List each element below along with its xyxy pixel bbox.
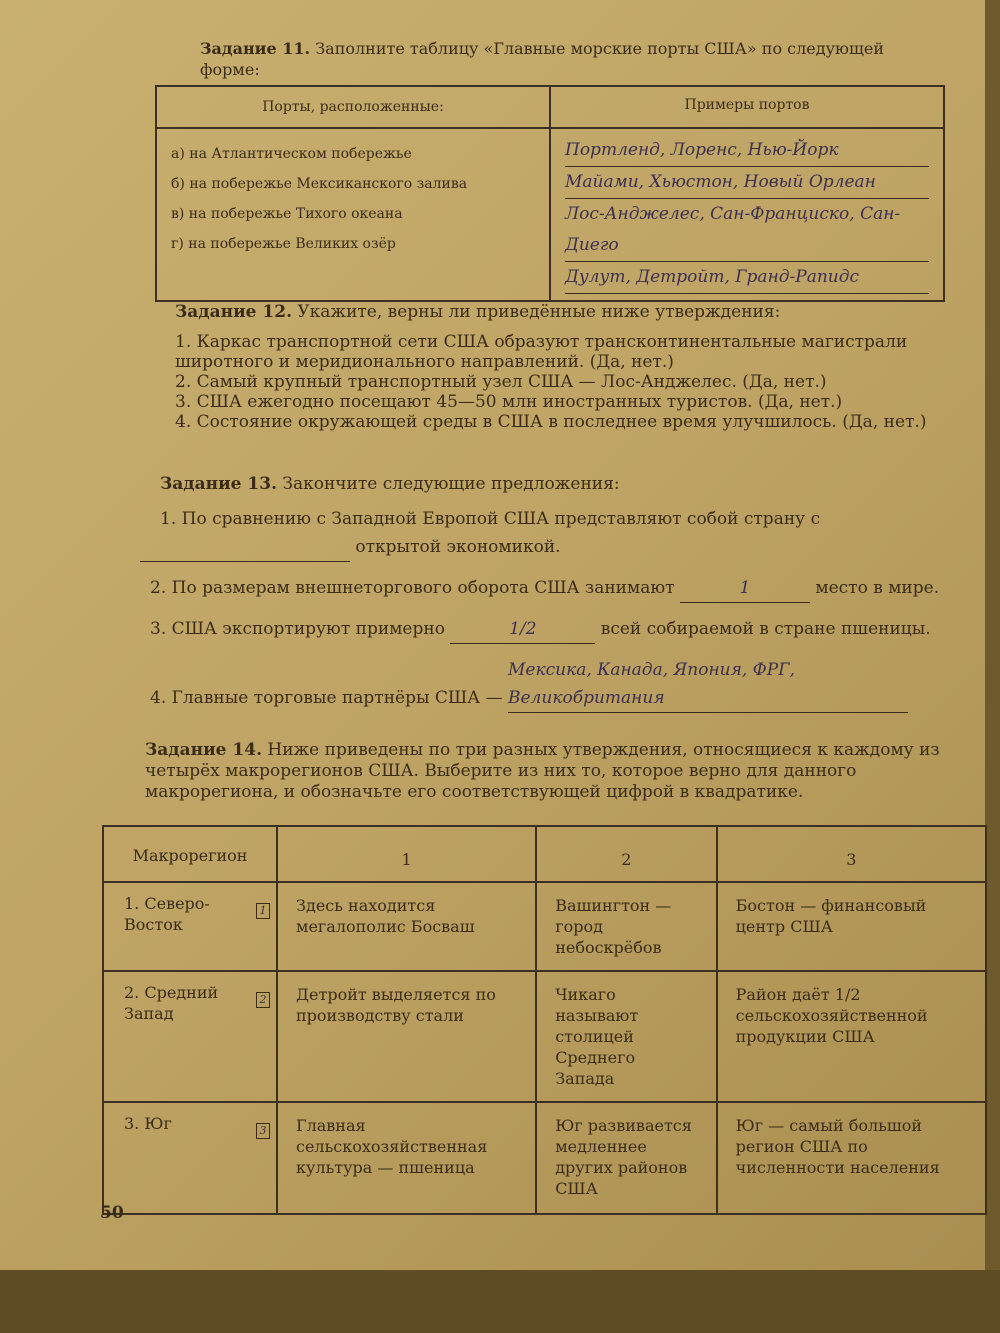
sentence-3-answer: 1/2 <box>450 615 595 644</box>
cell: Главная сельскохозяйственная культура — пшеница <box>277 1102 536 1214</box>
task12-items <box>175 332 960 432</box>
header-1: 1 <box>277 826 536 882</box>
task13-text: Закончите следующие предложения: <box>282 474 620 494</box>
sentence-2 <box>140 574 975 603</box>
sentence-3 <box>140 615 975 644</box>
region-name: 2. Средний Запад <box>124 983 219 1023</box>
answer-box[interactable]: 3 <box>256 1123 270 1139</box>
answer-box[interactable]: 2 <box>256 992 270 1008</box>
sentence-2-answer: 1 <box>680 574 810 603</box>
task12-text: Укажите, верны ли приведённые ниже утверждения: <box>297 302 781 322</box>
sentence-2-text: 2. По размерам внешнеторгового оборота США занимают <box>150 578 675 598</box>
answer-box[interactable]: 1 <box>256 903 270 919</box>
page-edge <box>0 1270 1000 1333</box>
cell: Бостон — финансовый центр США <box>717 882 986 971</box>
ports-col2: Примеры портов <box>550 86 944 128</box>
task14-heading <box>145 740 975 803</box>
cell: Чикаго называют столицей Среднего Запада <box>536 971 716 1102</box>
sentence-3-text: 3. США экспортируют примерно <box>150 619 445 639</box>
cell: Юг развивается медленнее других районов США <box>536 1102 716 1214</box>
task11-heading <box>200 38 940 80</box>
header-2: 2 <box>536 826 716 882</box>
task11-title: Задание 11. <box>200 39 311 58</box>
sentence-3-tail: всей собираемой в стране пшеницы. <box>600 619 931 639</box>
port-answer: Майами, Хьюстон, Новый Орлеан <box>565 167 929 199</box>
port-label: г) на побережье Великих озёр <box>171 236 396 252</box>
task14-title: Задание 14. <box>145 740 262 760</box>
cell: Здесь находится мегалополис Босваш <box>277 882 536 971</box>
sentence-1-end <box>140 533 975 562</box>
cell: Район даёт 1/2 сельскохозяйственной продукции США <box>717 971 986 1102</box>
port-answer: Дулут, Детройт, Гранд-Рапидс <box>565 262 929 294</box>
sentence-1-tail: открытой экономикой. <box>355 537 561 557</box>
port-label: б) на побережье Мексиканского залива <box>171 176 468 192</box>
regions-table <box>102 825 987 1215</box>
cell: Вашингтон — город небоскрёбов <box>536 882 716 971</box>
port-answer: Портленд, Лоренс, Нью-Йорк <box>565 135 929 167</box>
sentence-4-text: 4. Главные торговые партнёры США — <box>150 688 503 708</box>
task14-text: Ниже приведены по три разных утверждения, относящиеся к каждому из четырёх макрорегионов США. Выберите из них то, которое верно для данного макрорегиона, и обозначьте его соответствующей цифрой в квадратике. <box>145 740 940 802</box>
sentence-4 <box>140 656 975 713</box>
statement: 4. Состояние окружающей среды в США в последнее время улучшилось. (Да, нет.) <box>175 412 927 432</box>
ports-answers <box>550 128 944 301</box>
table-row <box>103 882 986 971</box>
region-name: 3. Юг <box>124 1114 172 1133</box>
statement: 2. Самый крупный транспортный узел США — Лос-Анджелес. (Да, нет.) <box>175 372 827 392</box>
region-name: 1. Северо-Восток <box>124 894 210 934</box>
port-label: в) на побережье Тихого океана <box>171 206 403 222</box>
sentence-1: 1. По сравнению с Западной Европой США представляют собой страну с <box>160 509 821 529</box>
task13-heading <box>160 474 620 495</box>
cell: Детройт выделяется по производству стали <box>277 971 536 1102</box>
task11-text: Заполните таблицу «Главные морские порты США» по следующей форме: <box>200 39 884 79</box>
sentence-2-tail: место в мире. <box>815 578 940 598</box>
statement: 3. США ежегодно посещают 45—50 млн иностранных туристов. (Да, нет.) <box>175 392 843 412</box>
statement: 1. Каркас транспортной сети США образуют трансконтинентальные магистрали широтного и меридионального направлений. (Да, нет.) <box>175 332 908 372</box>
ports-col1: Порты, расположенные: <box>156 86 550 128</box>
header-3: 3 <box>717 826 986 882</box>
port-label: а) на Атлантическом побережье <box>171 146 412 162</box>
page-number: 50 <box>100 1203 124 1223</box>
task13-sentences <box>140 505 975 713</box>
sentence-4-answer: Мексика, Канада, Япония, ФРГ, Великобритания <box>508 656 908 713</box>
cell: Юг — самый большой регион США по численности населения <box>717 1102 986 1214</box>
task12-title: Задание 12. <box>175 302 292 322</box>
header-region: Макрорегион <box>103 826 277 882</box>
port-answer: Лос-Анджелес, Сан-Франциско, Сан-Диего <box>565 199 929 262</box>
ports-labels <box>156 128 550 301</box>
table-row <box>103 971 986 1102</box>
table-row <box>103 1102 986 1214</box>
ports-table <box>155 85 945 302</box>
task13-title: Задание 13. <box>160 474 277 494</box>
task12-heading <box>175 302 955 323</box>
